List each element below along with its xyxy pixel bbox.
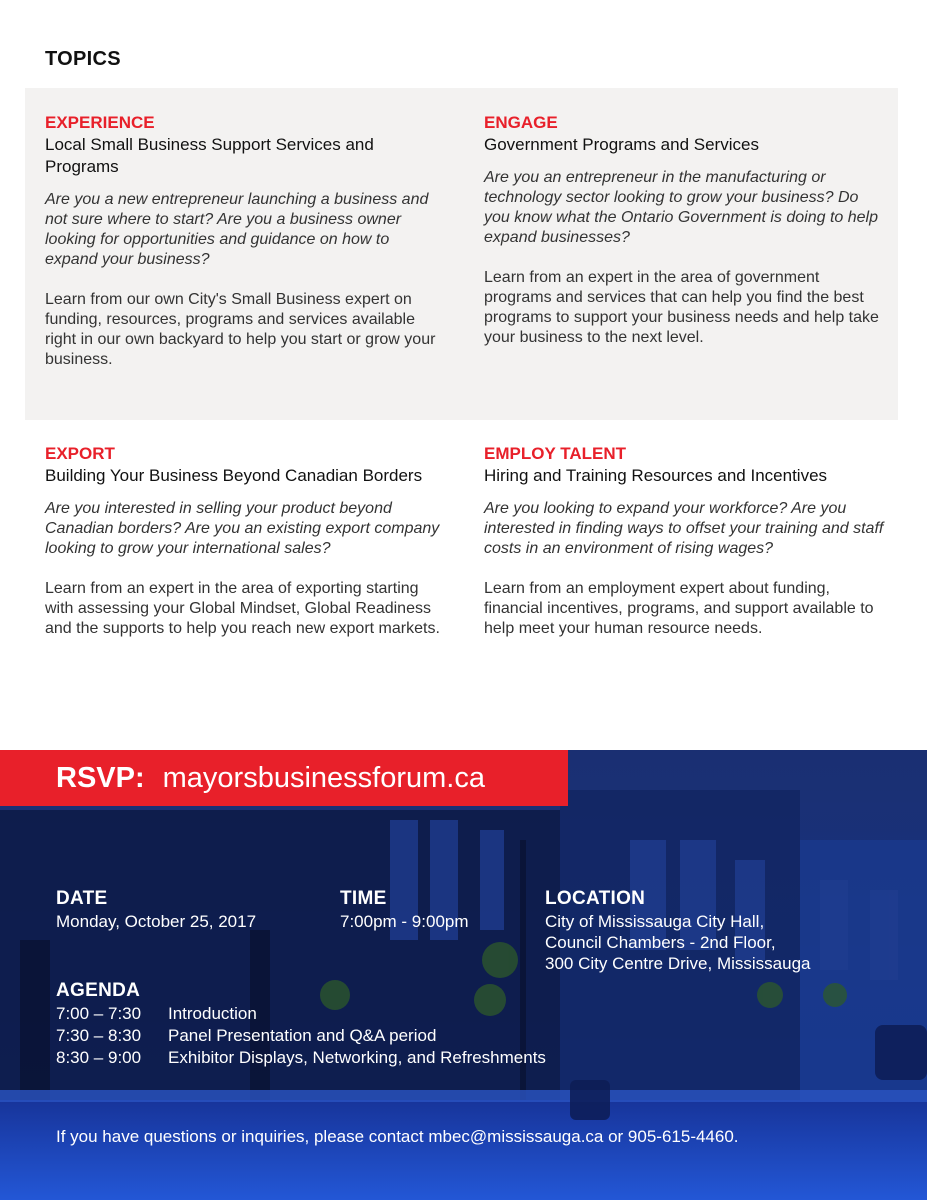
time-value: 7:00pm - 9:00pm: [340, 912, 469, 931]
rsvp-banner: [0, 750, 568, 806]
time-heading: TIME: [340, 888, 387, 909]
topic-subtitle: Hiring and Training Resources and Incentives: [484, 466, 828, 485]
topic-description: Learn from our own City's Small Business expert on funding, resources, programs and services available right in our own backyard to help you start or grow your business.: [45, 291, 436, 368]
agenda-activity: Exhibitor Displays, Networking, and Refreshments: [168, 1048, 546, 1067]
topic-question: Are you a new entrepreneur launching a business and not sure where to start? Are you a business owner looking for opportunities and guidance on how to expand your business?: [45, 191, 429, 268]
topic-export: [45, 443, 445, 639]
event-location: [545, 887, 810, 974]
location-line: City of Mississauga City Hall,: [545, 912, 765, 931]
topic-engage: [484, 112, 884, 348]
event-date: [56, 887, 256, 932]
contact-info: If you have questions or inquiries, please contact mbec@mississauga.ca or 905-615-4460.: [56, 1127, 739, 1146]
topic-tag: EMPLOY TALENT: [484, 444, 626, 463]
topic-employ-talent: [484, 443, 884, 639]
location-line: Council Chambers - 2nd Floor,: [545, 933, 776, 952]
topic-subtitle: Building Your Business Beyond Canadian Borders: [45, 466, 423, 485]
rsvp-label: RSVP:: [56, 762, 145, 794]
topic-subtitle: Local Small Business Support Services and Programs: [45, 135, 374, 176]
topic-tag: EXPERIENCE: [45, 113, 155, 132]
topic-experience: [45, 112, 445, 370]
agenda-item: [56, 1003, 546, 1025]
agenda-time: 8:30 – 9:00: [56, 1048, 142, 1067]
topic-tag: ENGAGE: [484, 113, 558, 132]
rsvp-url-link[interactable]: mayorsbusinessforum.ca: [162, 762, 485, 794]
agenda-activity: Panel Presentation and Q&A period: [168, 1026, 437, 1045]
event-agenda: [56, 979, 546, 1069]
agenda-heading: AGENDA: [56, 980, 141, 1001]
topic-description: Learn from an expert in the area of government programs and services that can help you find the best programs to support your business needs and help take your business to the next level.: [484, 269, 879, 346]
agenda-item: [56, 1047, 546, 1069]
topic-description: Learn from an expert in the area of exporting starting with assessing your Global Mindset, Global Readiness and the supports to help you reach new export markets.: [45, 580, 440, 637]
topic-question: Are you interested in selling your product beyond Canadian borders? Are you an existing export company looking to grow your international sales?: [45, 500, 440, 557]
agenda-activity: Introduction: [168, 1004, 257, 1023]
topic-description: Learn from an employment expert about funding, financial incentives, programs, and support available to help meet your human resource needs.: [484, 580, 874, 637]
date-value: Monday, October 25, 2017: [56, 912, 257, 931]
topic-subtitle: Government Programs and Services: [484, 135, 759, 154]
location-heading: LOCATION: [545, 888, 646, 909]
agenda-item: [56, 1025, 546, 1047]
topic-tag: EXPORT: [45, 444, 115, 463]
topic-question: Are you looking to expand your workforce? Are you interested in finding ways to offset your training and staff costs in an environment of rising wages?: [484, 500, 884, 557]
event-footer: [0, 750, 927, 1200]
topics-heading: TOPICS: [45, 48, 121, 70]
date-heading: DATE: [56, 888, 108, 909]
agenda-time: 7:00 – 7:30: [56, 1004, 142, 1023]
topic-question: Are you an entrepreneur in the manufacturing or technology sector looking to grow your business? Do you know what the Ontario Government is doing to help expand businesses?: [484, 169, 878, 246]
event-time: [340, 887, 469, 932]
agenda-time: 7:30 – 8:30: [56, 1026, 142, 1045]
location-line: 300 City Centre Drive, Mississauga: [545, 954, 811, 973]
